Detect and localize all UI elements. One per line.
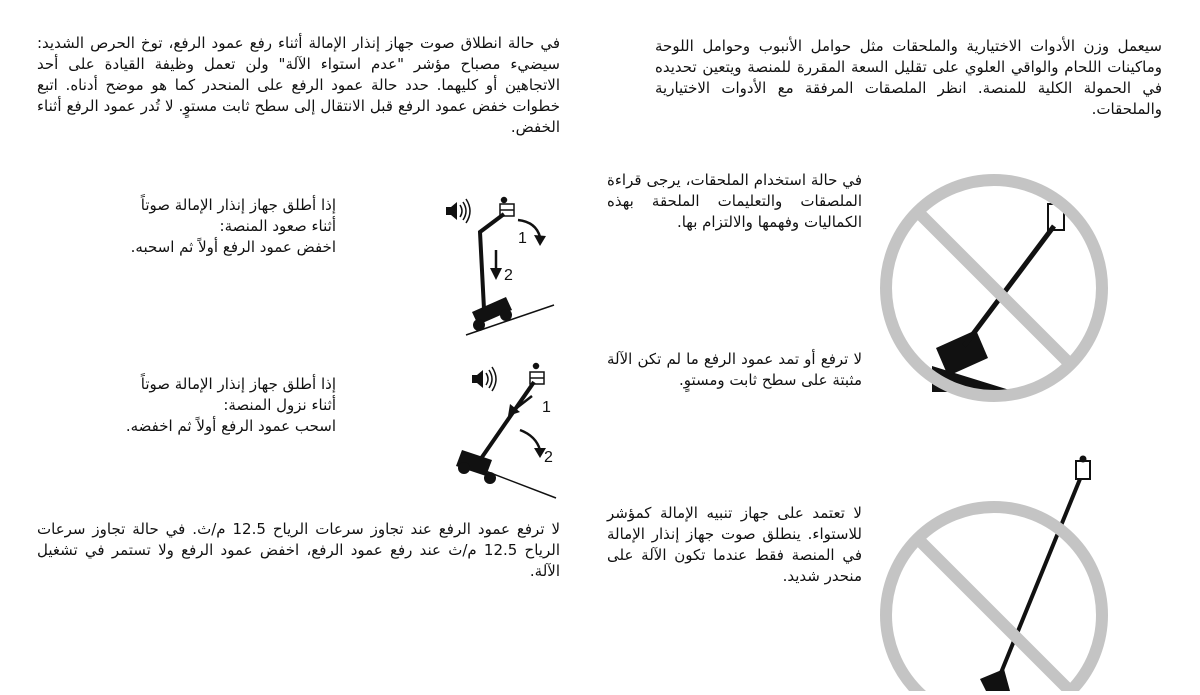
uphill-boom-illustration bbox=[444, 192, 564, 342]
machine-base-icon bbox=[456, 450, 496, 484]
uphill-line-3: اخفض عمود الرفع أولاً ثم اسحبه. bbox=[130, 238, 336, 256]
level-surface-warning: لا ترفع أو تمد عمود الرفع ما لم تكن الآلة مثبتة على سطح ثابت ومستوٍ. bbox=[607, 350, 862, 389]
downhill-line-3: اسحب عمود الرفع أولاً ثم اخفضه. bbox=[125, 417, 336, 435]
tilt-alarm-indicator-warning: لا تعتمد على جهاز تنبيه الإمالة كمؤشر للاستواء. ينطلق صوت جهاز إنذار الإمالة في المنصة فقط عندما تكون الآلة على منحدر شديد. bbox=[607, 504, 862, 585]
alarm-speaker-icon bbox=[472, 367, 496, 391]
uphill-line-2: أثناء صعود المنصة: bbox=[219, 217, 336, 235]
downhill-line-1: إذا أطلق جهاز إنذار الإمالة صوتاً bbox=[140, 375, 336, 393]
step-1-label: 1 bbox=[518, 230, 527, 247]
step-1-label: 1 bbox=[542, 399, 551, 416]
downhill-boom-illustration bbox=[444, 360, 564, 500]
downhill-instructions bbox=[98, 374, 336, 437]
accessories-instructions: في حالة استخدام الملحقات، يرجى قراءة الملصقات والتعليمات الملحقة بهذه الكماليات وفهمها والالتزام بها. bbox=[607, 171, 862, 231]
uphill-instructions bbox=[98, 195, 336, 258]
prohibition-slope-illustration bbox=[876, 170, 1112, 406]
downhill-line-2: أثناء نزول المنصة: bbox=[223, 396, 336, 414]
platform-basket-icon bbox=[530, 364, 544, 385]
accessories-weight-intro: سيعمل وزن الأدوات الاختيارية والملحقات مثل حوامل الأنبوب وحوامل اللوحة وماكينات اللحام والواقي العلوي على تقليل السعة المقررة للمنصة ويتعين تحديده في الحمولة الكلية للمنصة. انظر الملصقات المرفقة مع الأدوات الاختيارية والملحقات. bbox=[655, 37, 1162, 118]
step-2-label: 2 bbox=[504, 267, 513, 284]
prohibition-circle-icon bbox=[886, 507, 1102, 691]
tilt-alarm-intro: في حالة انطلاق صوت جهاز إنذار الإمالة أثناء رفع عمود الرفع، توخ الحرص الشديد: سيضيء مصباح مؤشر "عدم استواء الآلة" ولن تعمل وظيفة القيادة على أحد الاتجاهين أو كليهما. حدد حالة عمود الرفع على المنحدر كما هو موضح أدناه. اتبع خطوات خفض عمود الرفع قبل الانتقال إلى سطح ثابت مستوٍ. لا تُدر عمود الرفع أثناء الخفض. bbox=[37, 34, 560, 136]
prohibition-extended-boom-illustration bbox=[876, 455, 1112, 691]
uphill-line-1: إذا أطلق جهاز إنذار الإمالة صوتاً bbox=[140, 196, 336, 214]
step-2-label: 2 bbox=[544, 449, 553, 466]
alarm-speaker-icon bbox=[446, 199, 470, 223]
wind-speed-warning: لا ترفع عمود الرفع عند تجاوز سرعات الرياح 12.5 م/ث. في حالة تجاوز سرعات الرياح 12.5 م/ث عند رفع عمود الرفع، اخفض عمود الرفع ولا تستمر في تشغيل الآلة. bbox=[37, 520, 561, 580]
arrow-2-icon bbox=[520, 430, 540, 450]
